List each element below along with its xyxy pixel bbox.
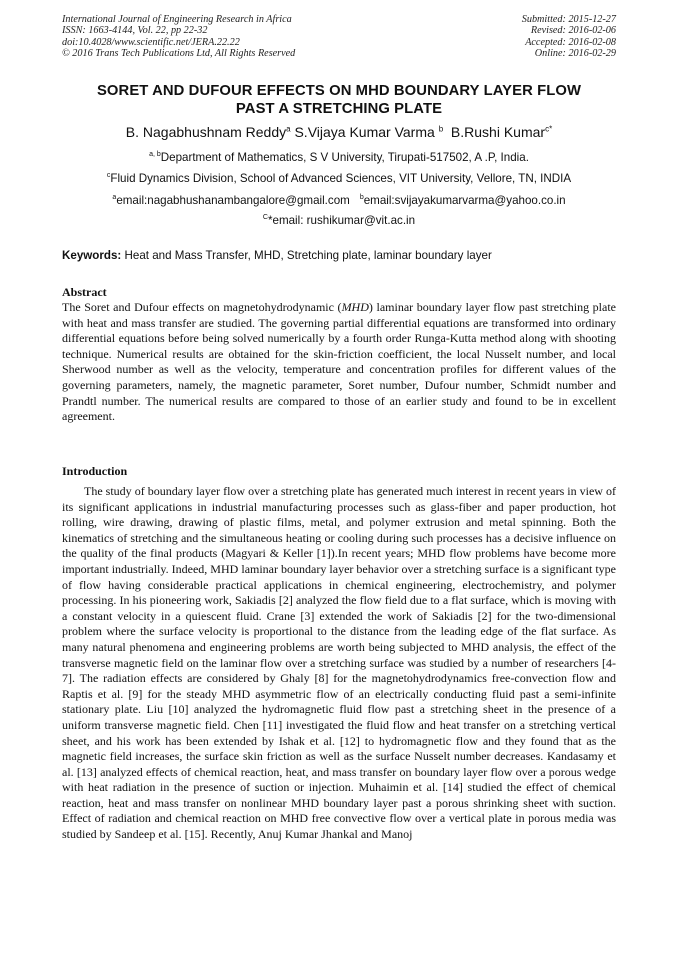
journal-copyright: © 2016 Trans Tech Publications Ltd, All Rights Reserved [62,48,296,60]
email-superscript: a [112,194,117,202]
title-line-1: SORET AND DUFOUR EFFECTS ON MHD BOUNDARY LAYER FLOW [96,83,582,99]
email-b[interactable]: email:svijayakumarvarma@yahoo.co.in [363,194,566,207]
author-superscript: a [286,124,291,134]
affiliation-text: Fluid Dynamics Division, School of Advanced Sciences, VIT University, Vellore, TN, INDIA [110,172,572,185]
email-c[interactable]: *email: rushikumar@vit.ac.in [267,214,416,227]
author-name: S.Vijaya Kumar Varma [294,124,435,140]
journal-doi[interactable]: doi:10.4028/www.scientific.net/JERA.22.22 [62,36,240,48]
affiliation-superscript: a, b [149,151,161,159]
online-date: Online: 2016-02-29 [534,48,616,60]
author-name: B.Rushi Kumar [450,124,546,140]
submission-dates [522,14,616,60]
corresponding-email [40,214,638,228]
author-emails [40,194,638,208]
affiliation-text: Department of Mathematics, S V University, Tirupati-517502, A .P, India. [160,151,529,164]
email-superscript: C [262,214,268,222]
author-list [40,123,638,141]
author-superscript: c* [545,124,553,134]
author-name: B. Nagabhushnam Reddy [125,124,287,140]
abstract-text [62,300,616,425]
email-a[interactable]: email:nagabhushanambangalore@gmail.com [116,194,350,207]
journal-name: International Journal of Engineering Research in Africa [62,14,292,25]
email-superscript: b [359,194,364,202]
introduction-heading: Introduction [62,464,128,478]
paper-title [62,82,616,118]
journal-issn: ISSN: 1663-4144, Vol. 22, pp 22-32 [62,25,208,37]
keywords-text: Heat and Mass Transfer, MHD, Stretching plate, laminar boundary layer [124,249,492,262]
accepted-date: Accepted: 2016-02-08 [525,36,616,48]
title-line-2: PAST A STRETCHING PLATE [235,101,443,117]
journal-header [62,14,616,60]
journal-info [62,14,295,60]
keywords-label: Keywords: [62,249,122,262]
author-superscript: b [438,124,444,134]
affiliation-superscript: c [106,172,111,180]
abstract-heading: Abstract [62,285,107,299]
submitted-date: Submitted: 2015-12-27 [521,14,616,25]
abstract-mhd-term: MHD [341,300,369,314]
revised-date: Revised: 2016-02-06 [530,25,616,37]
abstract-text-part: ) laminar boundary layer flow past stretching plate with heat and mass transfer are studied. The governing partial differential equations are transformed into ordinary differential equations before being solved numerically by a fourth order Runga-Kutta method along with shooting technique. Numerical results are obtained for the skin-friction coefficient, the local Nusselt number, and local Sherwood number as well as the velocity, temperature and concentration profiles for different values of the governing parameters, namely, the magnetic parameter, Soret number, Dufour number, Schmidt number and Prandtl number. The numerical results are compared to those of an earlier study and found to be in excellent agreement. [62,300,616,424]
keywords [62,249,616,263]
introduction-text: The study of boundary layer flow over a stretching plate has generated much interest in recent years in view of its significant applications in industrial manufacturing processes such as glass-fiber and paper production, hot rolling, wire drawing, drawing of plastic films, metal, and polymer extrusion and metal spinning. Both the kinematics of stretching and the simultaneous heating or cooling during such processes has a decisive influence on the quality of the final products (Magyari & Keller [1]).In recent years; MHD flow problems have become more important industrially. Indeed, MHD laminar boundary layer behavior over a stretching surface is a significant type of flow having considerable practical applications in chemical engineering, electrochemistry, and polymer processing. In his pioneering work, Sakiadis [2] analyzed the flow field due to a flat surface, which is moving with a constant velocity in a quiescent fluid. Crane [3] extended the work of Sakiadis [2] for the two-dimensional problem where the surface velocity is proportional to the distance from the leading edge of the flat surface. As many natural phenomena and engineering problems are worth being subjected to MHD analysis, the effect of the transverse magnetic field on the laminar flow over a stretching surface was studied by a number of researchers [4-7]. The radiation effects are considered by Ghaly [8] for the magnetohydrodynamics free-convection flow and Raptis et al. [9] for the steady MHD asymmetric flow of an electrically conducting fluid past a semi-infinite stationary plate. Liu [10] analyzed the hydromagnetic fluid flow past a stretching sheet in the presence of a uniform transverse magnetic field. Chen [11] investigated the fluid flow and heat transfer on a stretching vertical sheet, and his work has been extended by Ishak et al. [12] to hydromagnetic flow and they found that as the magnetic field increases, the surface skin friction as well as the surface Nusselt number decreases. Kandasamy et al. [13] analyzed effects of chemical reaction, heat, and mass transfer on boundary layer flow over a porous wedge with heat radiation in the presence of suction or injection. Muhaimin et al. [14] studied the effect of chemical reaction, heat and mass transfer on nonlinear MHD boundary layer past a porous shrinking sheet with suction. Effect of radiation and chemical reaction on MHD free convective flow over a vertical plate in porous media was studied by Sandeep et al. [15]. Recently, Anuj Kumar Jhankal and Manoj [62,484,616,842]
abstract-text-part: The Soret and Dufour effects on magnetohydrodynamic ( [62,300,342,314]
affiliation-fluid-dynamics [40,172,638,186]
affiliation-math-dept [40,151,638,165]
